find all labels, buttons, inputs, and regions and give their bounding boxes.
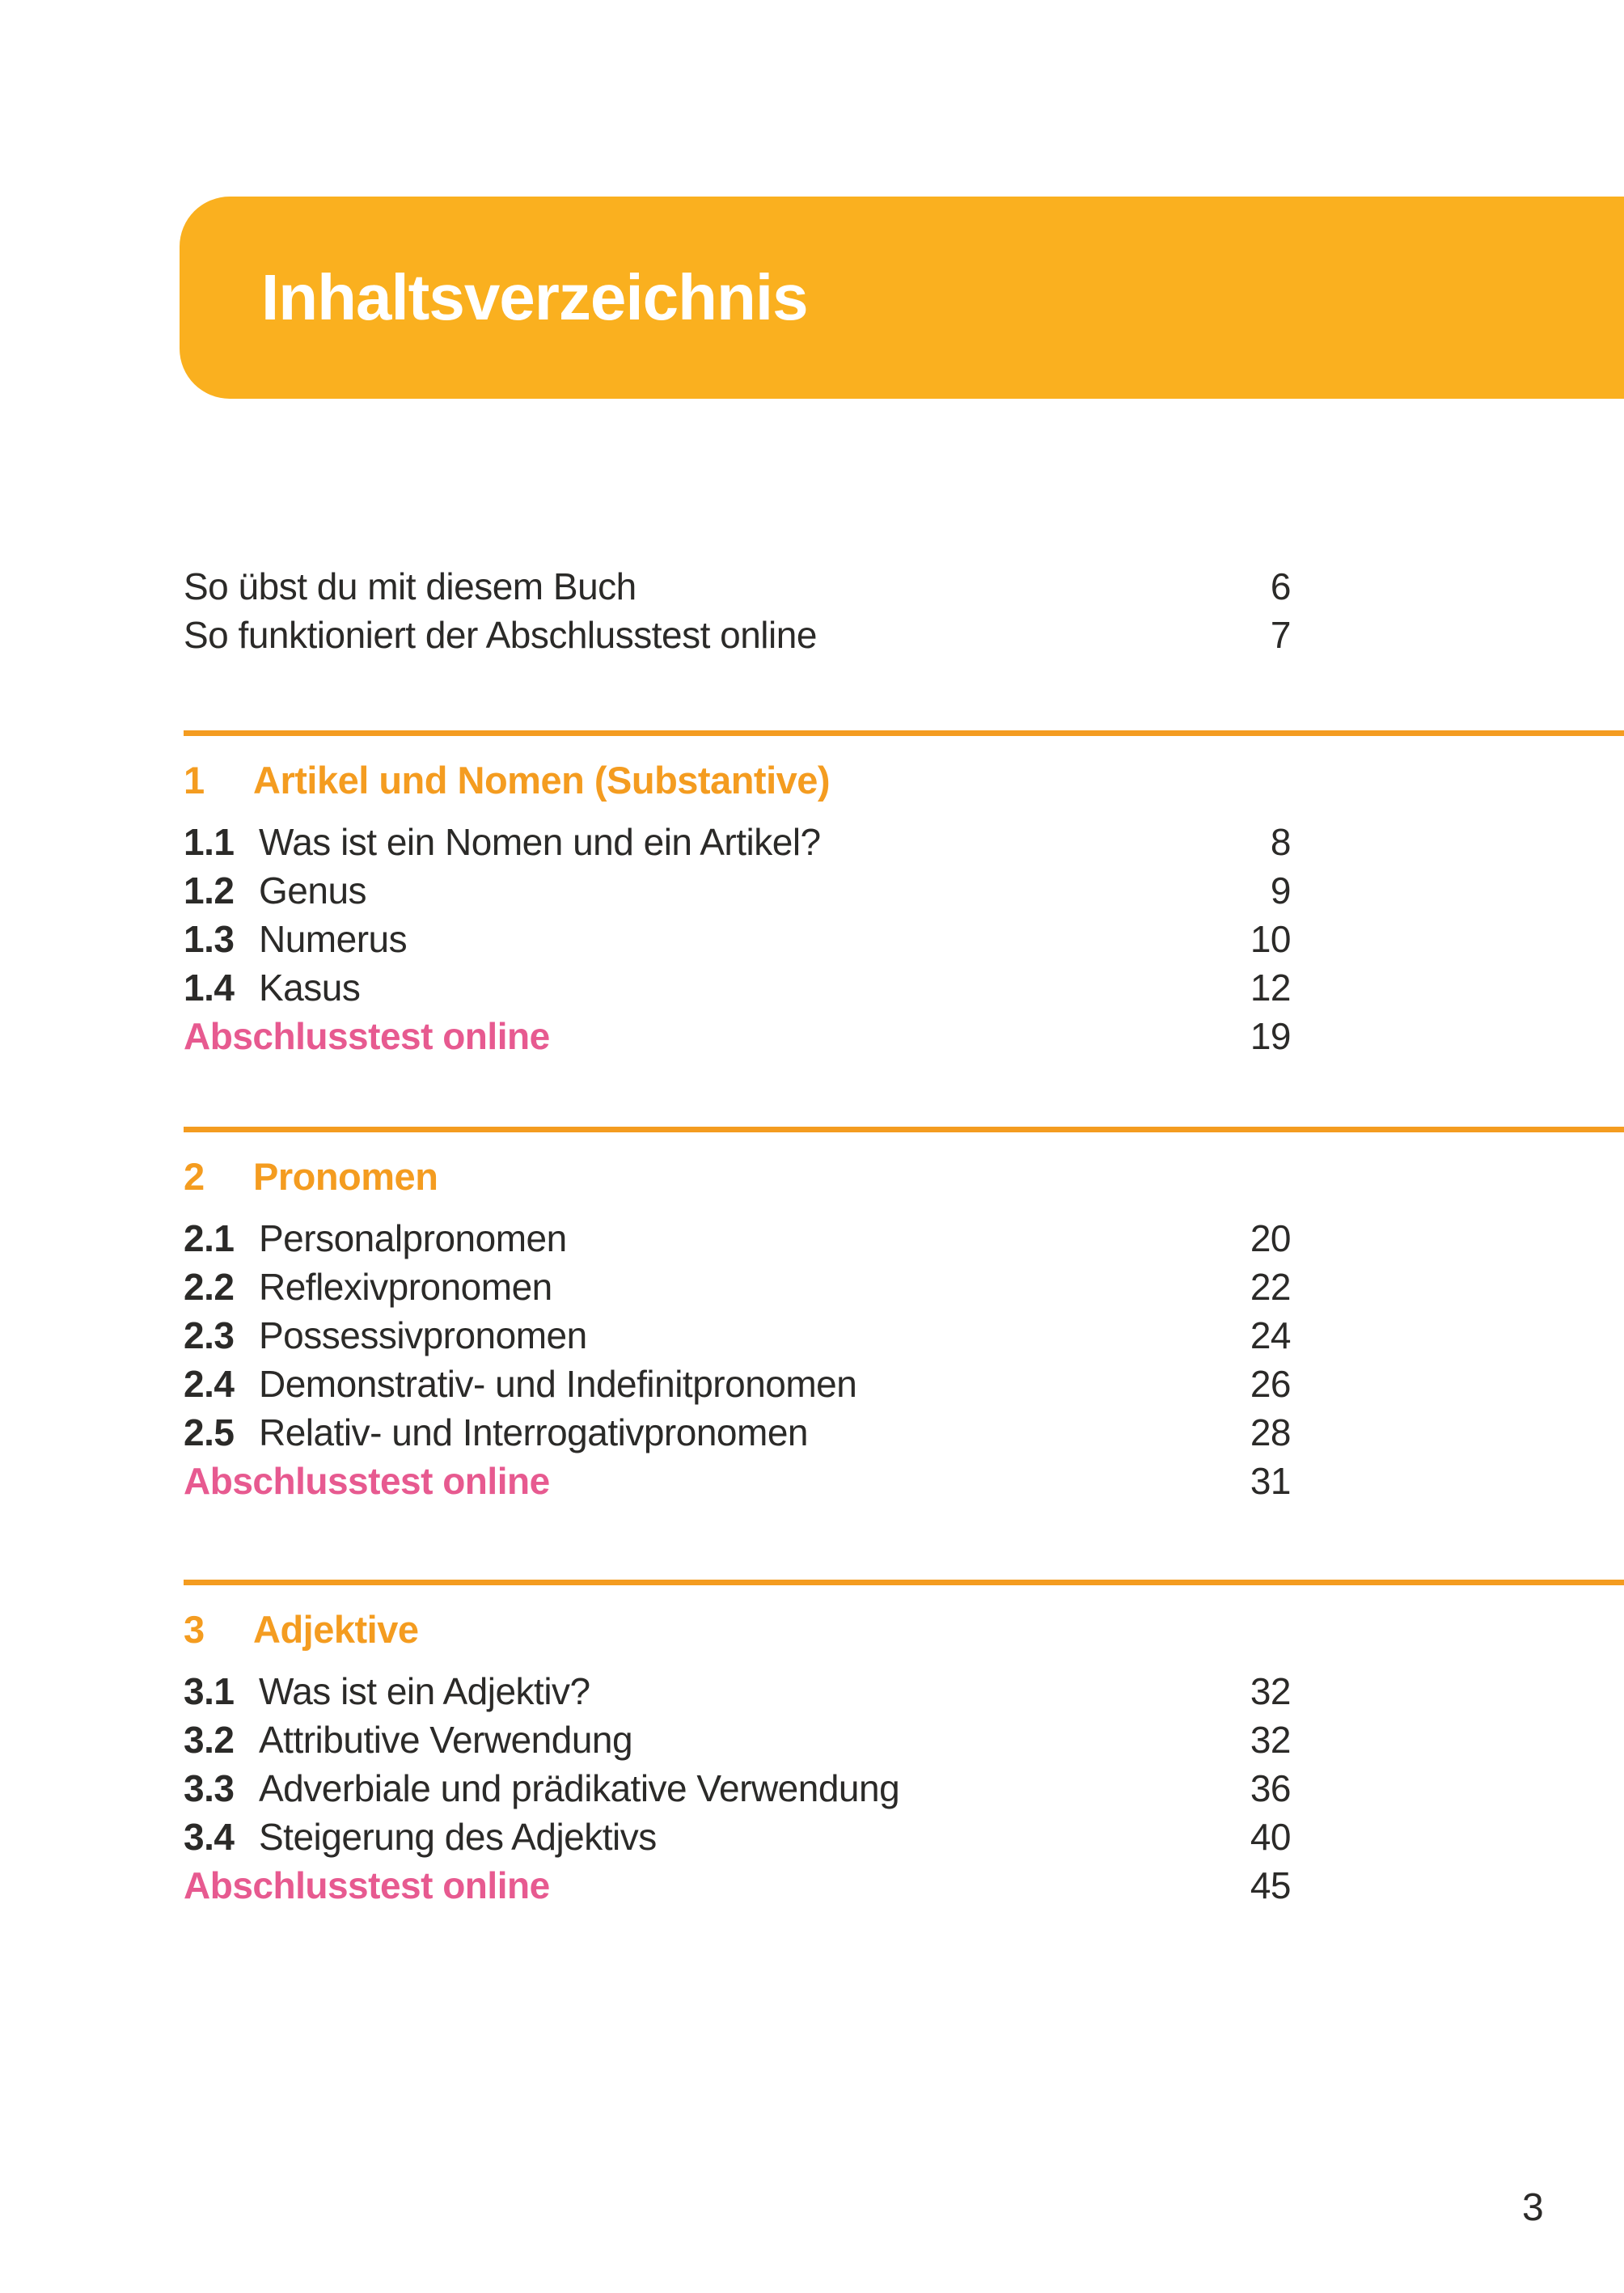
entry-page-number: 40 — [1250, 1816, 1291, 1858]
entry-page-number: 19 — [1250, 1015, 1291, 1057]
entry-page-number: 9 — [1270, 869, 1291, 912]
entry-number: 1.3 — [184, 918, 235, 960]
entry-title: So übst du mit diesem Buch — [184, 565, 636, 607]
toc-entry — [184, 1214, 1291, 1263]
entry-page-number: 20 — [1250, 1217, 1291, 1259]
entry-title: Adverbiale und prädikative Verwendung — [259, 1767, 900, 1809]
toc-entry — [184, 1311, 1291, 1360]
entry-title: Kasus — [259, 967, 361, 1009]
entry-page-number: 12 — [1250, 967, 1291, 1009]
entry-title: Steigerung des Adjektivs — [259, 1816, 657, 1858]
toc-entry — [184, 818, 1291, 866]
entry-number: 3.2 — [184, 1719, 235, 1761]
entry-title: Reflexivpronomen — [259, 1266, 552, 1308]
section-entries — [184, 818, 1291, 1060]
entry-number: 1.2 — [184, 869, 235, 912]
entry-title: So funktioniert der Abschlusstest online — [184, 614, 817, 656]
final-test-entry — [184, 1861, 1291, 1910]
toc-entry — [184, 1764, 1291, 1813]
section-title: Adjektive — [253, 1608, 419, 1651]
final-test-entry — [184, 1012, 1291, 1060]
toc-entry — [184, 1263, 1291, 1311]
entry-title: Personalpronomen — [259, 1217, 567, 1259]
entry-number: 2.4 — [184, 1363, 235, 1405]
entry-number: 2.2 — [184, 1266, 235, 1308]
entry-page-number: 32 — [1250, 1719, 1291, 1761]
entry-number: 2.1 — [184, 1217, 235, 1259]
entry-page-number: 7 — [1270, 614, 1291, 656]
section-heading — [184, 1151, 438, 1203]
entry-page-number: 32 — [1250, 1670, 1291, 1712]
section-heading — [184, 755, 830, 806]
entry-title: Possessivpronomen — [259, 1314, 587, 1356]
toc-entry — [184, 1360, 1291, 1408]
toc-entry — [184, 1408, 1291, 1457]
final-test-label: Abschlusstest online — [184, 1460, 550, 1502]
entry-title: Genus — [259, 869, 367, 912]
entry-page-number: 24 — [1250, 1314, 1291, 1356]
toc-entry — [184, 915, 1291, 963]
entry-title: Demonstrativ- und Indefinitpronomen — [259, 1363, 857, 1405]
section-number: 2 — [184, 1155, 205, 1198]
toc-entry — [184, 1716, 1291, 1764]
entry-number: 3.1 — [184, 1670, 235, 1712]
entry-page-number: 31 — [1250, 1460, 1291, 1502]
toc-entry — [184, 866, 1291, 915]
section-divider — [184, 730, 1624, 736]
toc-entry — [184, 1813, 1291, 1861]
section-title: Pronomen — [253, 1155, 438, 1198]
section-divider — [184, 1127, 1624, 1132]
entry-page-number: 8 — [1270, 821, 1291, 863]
entry-number: 2.3 — [184, 1314, 235, 1356]
entry-number: 2.5 — [184, 1411, 235, 1453]
toc-entry — [184, 1667, 1291, 1716]
page-title: Inhaltsverzeichnis — [261, 261, 808, 333]
final-test-entry — [184, 1457, 1291, 1505]
toc-entry — [184, 963, 1291, 1012]
entry-title: Was ist ein Nomen und ein Artikel? — [259, 821, 821, 863]
entry-page-number: 28 — [1250, 1411, 1291, 1453]
entry-title: Relativ- und Interrogativpronomen — [259, 1411, 808, 1453]
section-divider — [184, 1580, 1624, 1585]
section-heading — [184, 1604, 418, 1656]
entry-number: 1.4 — [184, 967, 235, 1009]
entry-number: 3.4 — [184, 1816, 235, 1858]
final-test-label: Abschlusstest online — [184, 1864, 550, 1906]
section-entries — [184, 1214, 1291, 1505]
section-entries — [184, 1667, 1291, 1910]
final-test-label: Abschlusstest online — [184, 1015, 550, 1057]
entry-number: 3.3 — [184, 1767, 235, 1809]
section-number: 3 — [184, 1608, 205, 1651]
entry-page-number: 45 — [1250, 1864, 1291, 1906]
intro-entries — [184, 562, 1291, 659]
entry-page-number: 22 — [1250, 1266, 1291, 1308]
entry-page-number: 26 — [1250, 1363, 1291, 1405]
entry-page-number: 36 — [1250, 1767, 1291, 1809]
toc-entry — [184, 562, 1291, 611]
folio-page-number: 3 — [1522, 2186, 1544, 2229]
section-number: 1 — [184, 759, 205, 802]
toc-entry — [184, 611, 1291, 659]
entry-title: Was ist ein Adjektiv? — [259, 1670, 590, 1712]
entry-title: Numerus — [259, 918, 408, 960]
section-title: Artikel und Nomen (Substantive) — [253, 759, 831, 802]
entry-number: 1.1 — [184, 821, 235, 863]
title-banner — [180, 197, 1624, 399]
entry-page-number: 10 — [1250, 918, 1291, 960]
entry-page-number: 6 — [1270, 565, 1291, 607]
entry-title: Attributive Verwendung — [259, 1719, 633, 1761]
